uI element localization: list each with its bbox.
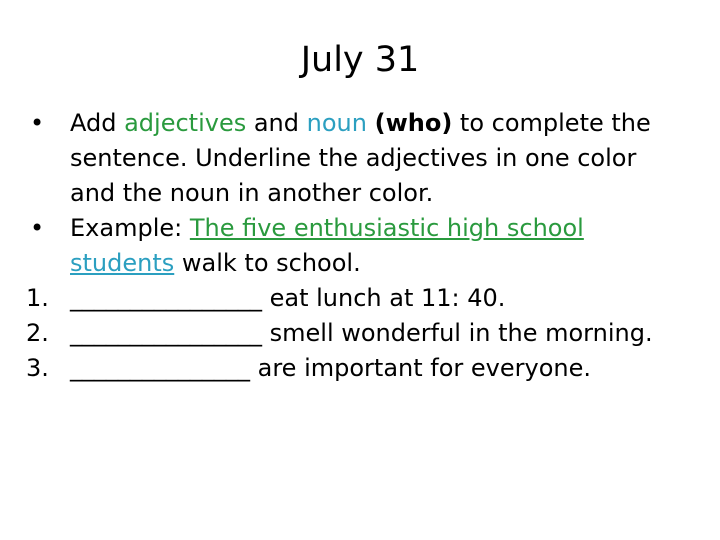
exercise-text: ________________ smell wonderful in the morning.	[70, 319, 653, 347]
example-adjectives: The five enthusiastic high school	[189, 214, 584, 242]
instruction-space	[367, 109, 375, 137]
instruction-text-end: to complete the sentence. Underline the adjectives in one color and the noun in another color.	[70, 109, 651, 207]
example-rest: walk to school.	[174, 249, 361, 277]
noun-word: noun	[306, 109, 367, 137]
bullet-marker: •	[30, 109, 45, 137]
item-number: 1.	[26, 284, 49, 312]
adjectives-word: adjectives	[124, 109, 247, 137]
example-noun: students	[70, 249, 175, 277]
bullet-marker: •	[30, 214, 45, 242]
who-text: (who)	[374, 109, 453, 137]
exercise-item-3	[26, 351, 686, 386]
item-number: 3.	[26, 354, 49, 382]
exercise-item-1	[26, 281, 686, 316]
instruction-text-start: Add	[70, 109, 125, 137]
example-bullet	[26, 211, 686, 281]
item-number: 2.	[26, 319, 49, 347]
slide-title: July 31	[300, 40, 420, 80]
exercise-text: _______________ are important for everyone.	[70, 354, 591, 382]
exercise-item-2	[26, 316, 686, 351]
exercise-text: ________________ eat lunch at 11: 40.	[70, 284, 506, 312]
instruction-and: and	[246, 109, 307, 137]
slide-body	[26, 106, 686, 386]
instruction-bullet	[26, 106, 686, 211]
example-label: Example:	[70, 214, 190, 242]
